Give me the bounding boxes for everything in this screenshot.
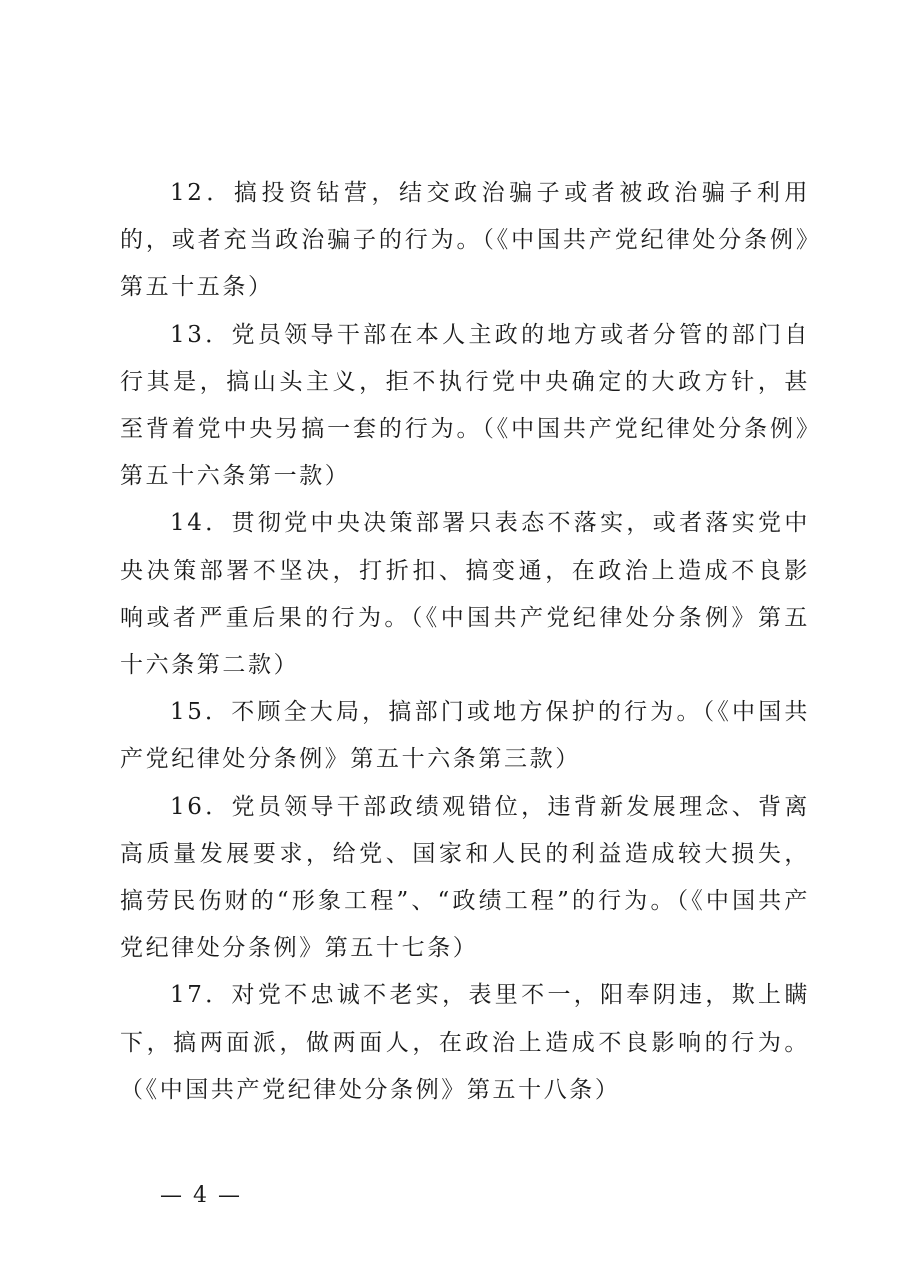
document-body <box>120 170 810 1114</box>
paragraph-item-13: 13．党员领导干部在本人主政的地方或者分管的部门自行其是，搞山头主义，拒不执行党中央确定的大政方针，甚至背着党中央另搞一套的行为。（《中国共产党纪律处分条例》第五十六条第一款） <box>120 321 810 490</box>
paragraph-item-12: 12．搞投资钻营，结交政治骗子或者被政治骗子利用的，或者充当政治骗子的行为。（《中国共产党纪律处分条例》第五十五条） <box>120 180 810 301</box>
paragraph-item-17: 17．对党不忠诚不老实，表里不一，阳奉阴违，欺上瞒下，搞两面派，做两面人，在政治上造成不良影响的行为。（《中国共产党纪律处分条例》第五十八条） <box>120 982 810 1103</box>
paragraph-item-16: 16．党员领导干部政绩观错位，违背新发展理念、背离高质量发展要求，给党、国家和人民的利益造成较大损失，搞劳民伤财的“形象工程”、“政绩工程”的行为。（《中国共产党纪律处分条例》第五十七条） <box>120 793 810 962</box>
page-number: — 4 — <box>160 1183 242 1208</box>
paragraph-item-15: 15．不顾全大局，搞部门或地方保护的行为。（《中国共产党纪律处分条例》第五十六条第三款） <box>120 699 810 773</box>
paragraph-item-14: 14．贯彻党中央决策部署只表态不落实，或者落实党中央决策部署不坚决，打折扣、搞变通，在政治上造成不良影响或者严重后果的行为。（《中国共产党纪律处分条例》第五十六条第二款） <box>120 510 810 679</box>
